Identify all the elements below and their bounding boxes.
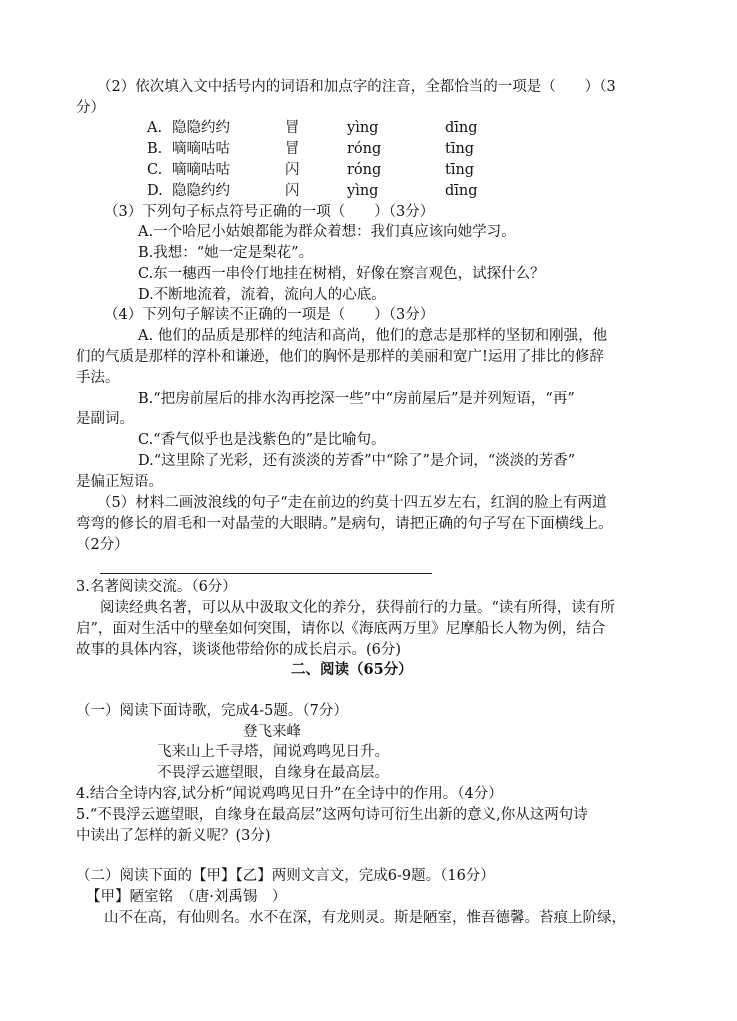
q4-stem: （4）下列句子解读不正确的一项是（ ）（3分）: [104, 307, 435, 323]
option-pinyin2: tīng: [445, 141, 475, 157]
option-char: 闪: [285, 162, 300, 178]
q5-line1: （5）材料二画波浪线的句子“走在前边的约莫十四五岁左右，红润的脸上有两道: [97, 495, 607, 511]
option-char: 闪: [285, 183, 300, 199]
question-5-line2: 中读出了怎样的新义呢？(3分): [76, 828, 271, 844]
q4-option-a-line3: 手法。: [76, 370, 120, 386]
option-letter: B.: [147, 141, 163, 157]
option-pinyin2: dīng: [445, 183, 478, 199]
classic-line2: 启”，面对生活中的壁垒如何突围，请你以《海底两万里》尼摩船长人物为例，结合: [76, 621, 606, 637]
option-word: 隐隐约约: [172, 120, 230, 136]
q4-option-b-line1: B.“把房前屋后的排水沟再挖深一些”中“房前屋后”是并列短语，“再”: [138, 391, 575, 407]
jia-line1: 山不在高，有仙则名。水不在深，有龙则灵。斯是陋室，惟吾德馨。苔痕上阶绿，: [104, 910, 626, 926]
answer-line: [100, 573, 432, 574]
q4-option-a-line1: A. 他们的品质是那样的纯洁和高尚，他们的意志是那样的坚韧和刚强，他: [138, 328, 608, 344]
q3-option-c: C.东一穗西一串伶仃地挂在树梢，好像在察言观色，试探什么？: [138, 266, 545, 282]
q3-option-b: B.我想：“她一定是梨花”。: [138, 245, 314, 261]
q5-line2: 弯弯的修长的眉毛和一对晶莹的大眼睛。”是病句，请把正确的句子写在下面横线上。: [76, 516, 613, 532]
q4-option-d-line1: D.“这里除了光彩，还有淡淡的芳香”中“除了”是介词，“淡淡的芳香”: [138, 453, 576, 469]
q4-option-c: C.“香气似乎也是浅紫色的”是比喻句。: [138, 432, 386, 448]
jia-title: 【甲】陋室铭 （唐·刘禹锡 ）: [86, 889, 287, 905]
option-word: 嘀嘀咕咕: [172, 162, 230, 178]
q2-stem-line1: （2）依次填入文中括号内的词语和加点字的注音，全都恰当的一项是（ ）（3: [97, 79, 616, 95]
q2-stem-line2: 分）: [76, 100, 105, 116]
poem-title: 登飞来峰: [243, 724, 301, 740]
option-pinyin1: yìng: [347, 183, 379, 199]
option-word: 嘀嘀咕咕: [172, 141, 230, 157]
option-pinyin2: tīng: [445, 162, 475, 178]
q3-option-d: D.不断地流着，流着，流向人的心底。: [138, 287, 386, 303]
classic-line3: 故事的具体内容，谈谈他带给你的成长启示。(6分): [76, 642, 402, 658]
classic-title: 3.名著阅读交流。（6分）: [76, 579, 237, 595]
option-char: 冒: [285, 120, 300, 136]
option-pinyin2: dīng: [445, 120, 478, 136]
option-pinyin1: róng: [347, 162, 382, 178]
q3-stem: （3）下列句子标点符号正确的一项（ ）（3分）: [104, 204, 435, 220]
option-pinyin1: yìng: [347, 120, 379, 136]
question-4: 4.结合全诗内容,试分析“闻说鸡鸣见日升”在全诗中的作用。（4分）: [76, 786, 503, 802]
q4-option-b-line2: 是副词。: [76, 411, 134, 427]
option-letter: C.: [147, 162, 163, 178]
option-letter: D.: [147, 183, 163, 199]
option-pinyin1: róng: [347, 141, 382, 157]
option-word: 隐隐约约: [172, 183, 230, 199]
poem-line2: 不畏浮云遮望眼，自缘身在最高层。: [157, 765, 389, 781]
poem-line1: 飞来山上千寻塔，闻说鸡鸣见日升。: [157, 744, 389, 760]
section-heading: 二、阅读（65分）: [291, 661, 413, 678]
option-char: 冒: [285, 141, 300, 157]
q5-line3: （2分）: [76, 537, 129, 553]
q4-option-d-line2: 是偏正短语。: [76, 474, 163, 490]
q3-option-a: A.一个哈尼小姑娘都能为群众着想：我们真应该向她学习。: [138, 224, 516, 240]
question-5-line1: 5.“不畏浮云遮望眼，自缘身在最高层”这两句诗可衍生出新的意义,你从这两句诗: [76, 807, 588, 823]
part1-intro: （一）阅读下面诗歌，完成4-5题。（7分）: [76, 703, 348, 719]
q4-option-a-line2: 们的气质是那样的淳朴和谦逊，他们的胸怀是那样的美丽和宽广!运用了排比的修辞: [76, 349, 604, 365]
classic-line1: 阅读经典名著，可以从中汲取文化的养分，获得前行的力量。“读有所得，读有所: [100, 600, 615, 616]
part2-intro: （二）阅读下面的【甲】【乙】两则文言文，完成6-9题。（16分）: [76, 868, 495, 884]
option-letter: A.: [147, 120, 163, 136]
